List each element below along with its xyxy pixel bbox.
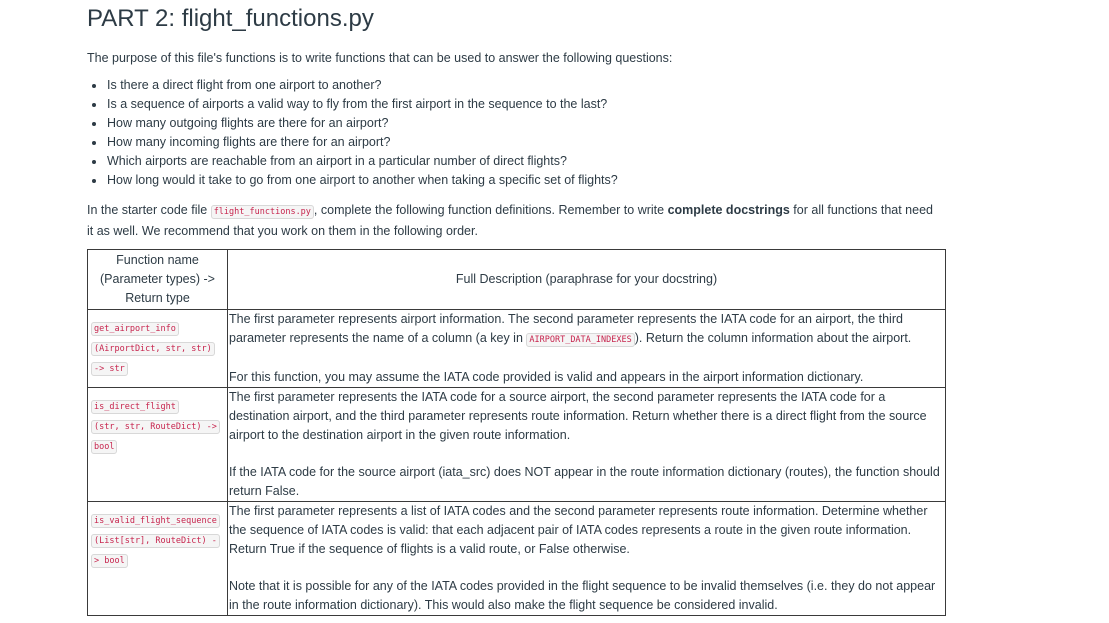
function-signature-cell: [88, 388, 228, 502]
description-note: Note that it is possible for any of the IATA codes provided in the flight sequence to be invalid themselves (i.e. they do not appear in the route information dictionary). This would also make the flight sequence be considered invalid.: [229, 579, 936, 612]
list-item: How many incoming flights are there for an airport?: [87, 133, 618, 152]
description-cell: [228, 502, 946, 616]
return-type-code: > bool: [91, 554, 128, 568]
return-type-code: -> str: [91, 362, 128, 376]
header-line: Function name: [116, 253, 199, 267]
description-text: The first parameter represents a list of IATA codes and the second parameter represents route information. Determine whether the sequence of IATA codes is valid: that each adjacent pair of IATA codes represents a route in the given route information. Return True if the sequence of flights is a valid route, or False otherwise.: [229, 504, 928, 556]
table-header-row: [88, 250, 946, 310]
instructions-text: for all functions that need it as well. We recommend that you work on them in the following order.: [87, 203, 933, 238]
header-function-name: [88, 250, 228, 310]
header-line: (Parameter types) ->: [100, 272, 215, 286]
return-type-code: bool: [91, 440, 117, 454]
description-text: [229, 310, 944, 350]
questions-list: [87, 76, 618, 190]
function-name-code: is_valid_flight_sequence: [91, 514, 220, 528]
page-title: PART 2: flight_functions.py: [87, 5, 374, 32]
list-item: How many outgoing flights are there for an airport?: [87, 114, 618, 133]
header-line: Return type: [125, 291, 190, 305]
table-row: [88, 310, 946, 388]
list-item: Is a sequence of airports a valid way to fly from the first airport in the sequence to the last?: [87, 95, 618, 114]
functions-table: [87, 249, 946, 616]
table-row: [88, 502, 946, 616]
instructions-text: In the starter code file: [87, 203, 211, 217]
instructions-bold: complete docstrings: [667, 203, 790, 217]
parameter-types-code: (AirportDict, str, str): [91, 342, 215, 356]
list-item: Is there a direct flight from one airport to another?: [87, 76, 618, 95]
instructions-paragraph: [87, 201, 937, 240]
description-cell: [228, 310, 946, 388]
function-signature-cell: [88, 502, 228, 616]
list-item: How long would it take to go from one airport to another when taking a specific set of flights?: [87, 171, 618, 190]
description-note: For this function, you may assume the IATA code provided is valid and appears in the airport information dictionary.: [229, 370, 864, 384]
header-description: Full Description (paraphrase for your docstring): [228, 250, 946, 310]
function-name-code: is_direct_flight: [91, 400, 179, 414]
constant-code: AIRPORT_DATA_INDEXES: [526, 333, 634, 347]
description-note: If the IATA code for the source airport (iata_src) does NOT appear in the route information dictionary (routes), the function should return False.: [229, 465, 940, 498]
list-item: Which airports are reachable from an airport in a particular number of direct flights?: [87, 152, 618, 171]
function-name-code: get_airport_info: [91, 322, 179, 336]
parameter-types-code: (str, str, RouteDict) ->: [91, 420, 220, 434]
parameter-types-code: (List[str], RouteDict) -: [91, 534, 220, 548]
description-cell: [228, 388, 946, 502]
description-text: The first parameter represents the IATA code for a source airport, the second parameter represents the IATA code for a destination airport, and the third parameter represents route information. Return whether there is a direct flight from the source airport to the destination airport in the given route information.: [229, 390, 927, 442]
description-part: ). Return the column information about the airport.: [634, 331, 912, 345]
description-part: The first parameter represents airport information. The second parameter represents the IATA code for an airport, the third parameter represents the name of a column (a key in: [229, 312, 903, 345]
instructions-text: , complete the following function definitions. Remember to write: [313, 203, 668, 217]
file-name-code: flight_functions.py: [211, 205, 314, 219]
table-row: [88, 388, 946, 502]
intro-text: The purpose of this file's functions is to write functions that can be used to answer the following questions:: [87, 51, 673, 65]
function-signature-cell: [88, 310, 228, 388]
